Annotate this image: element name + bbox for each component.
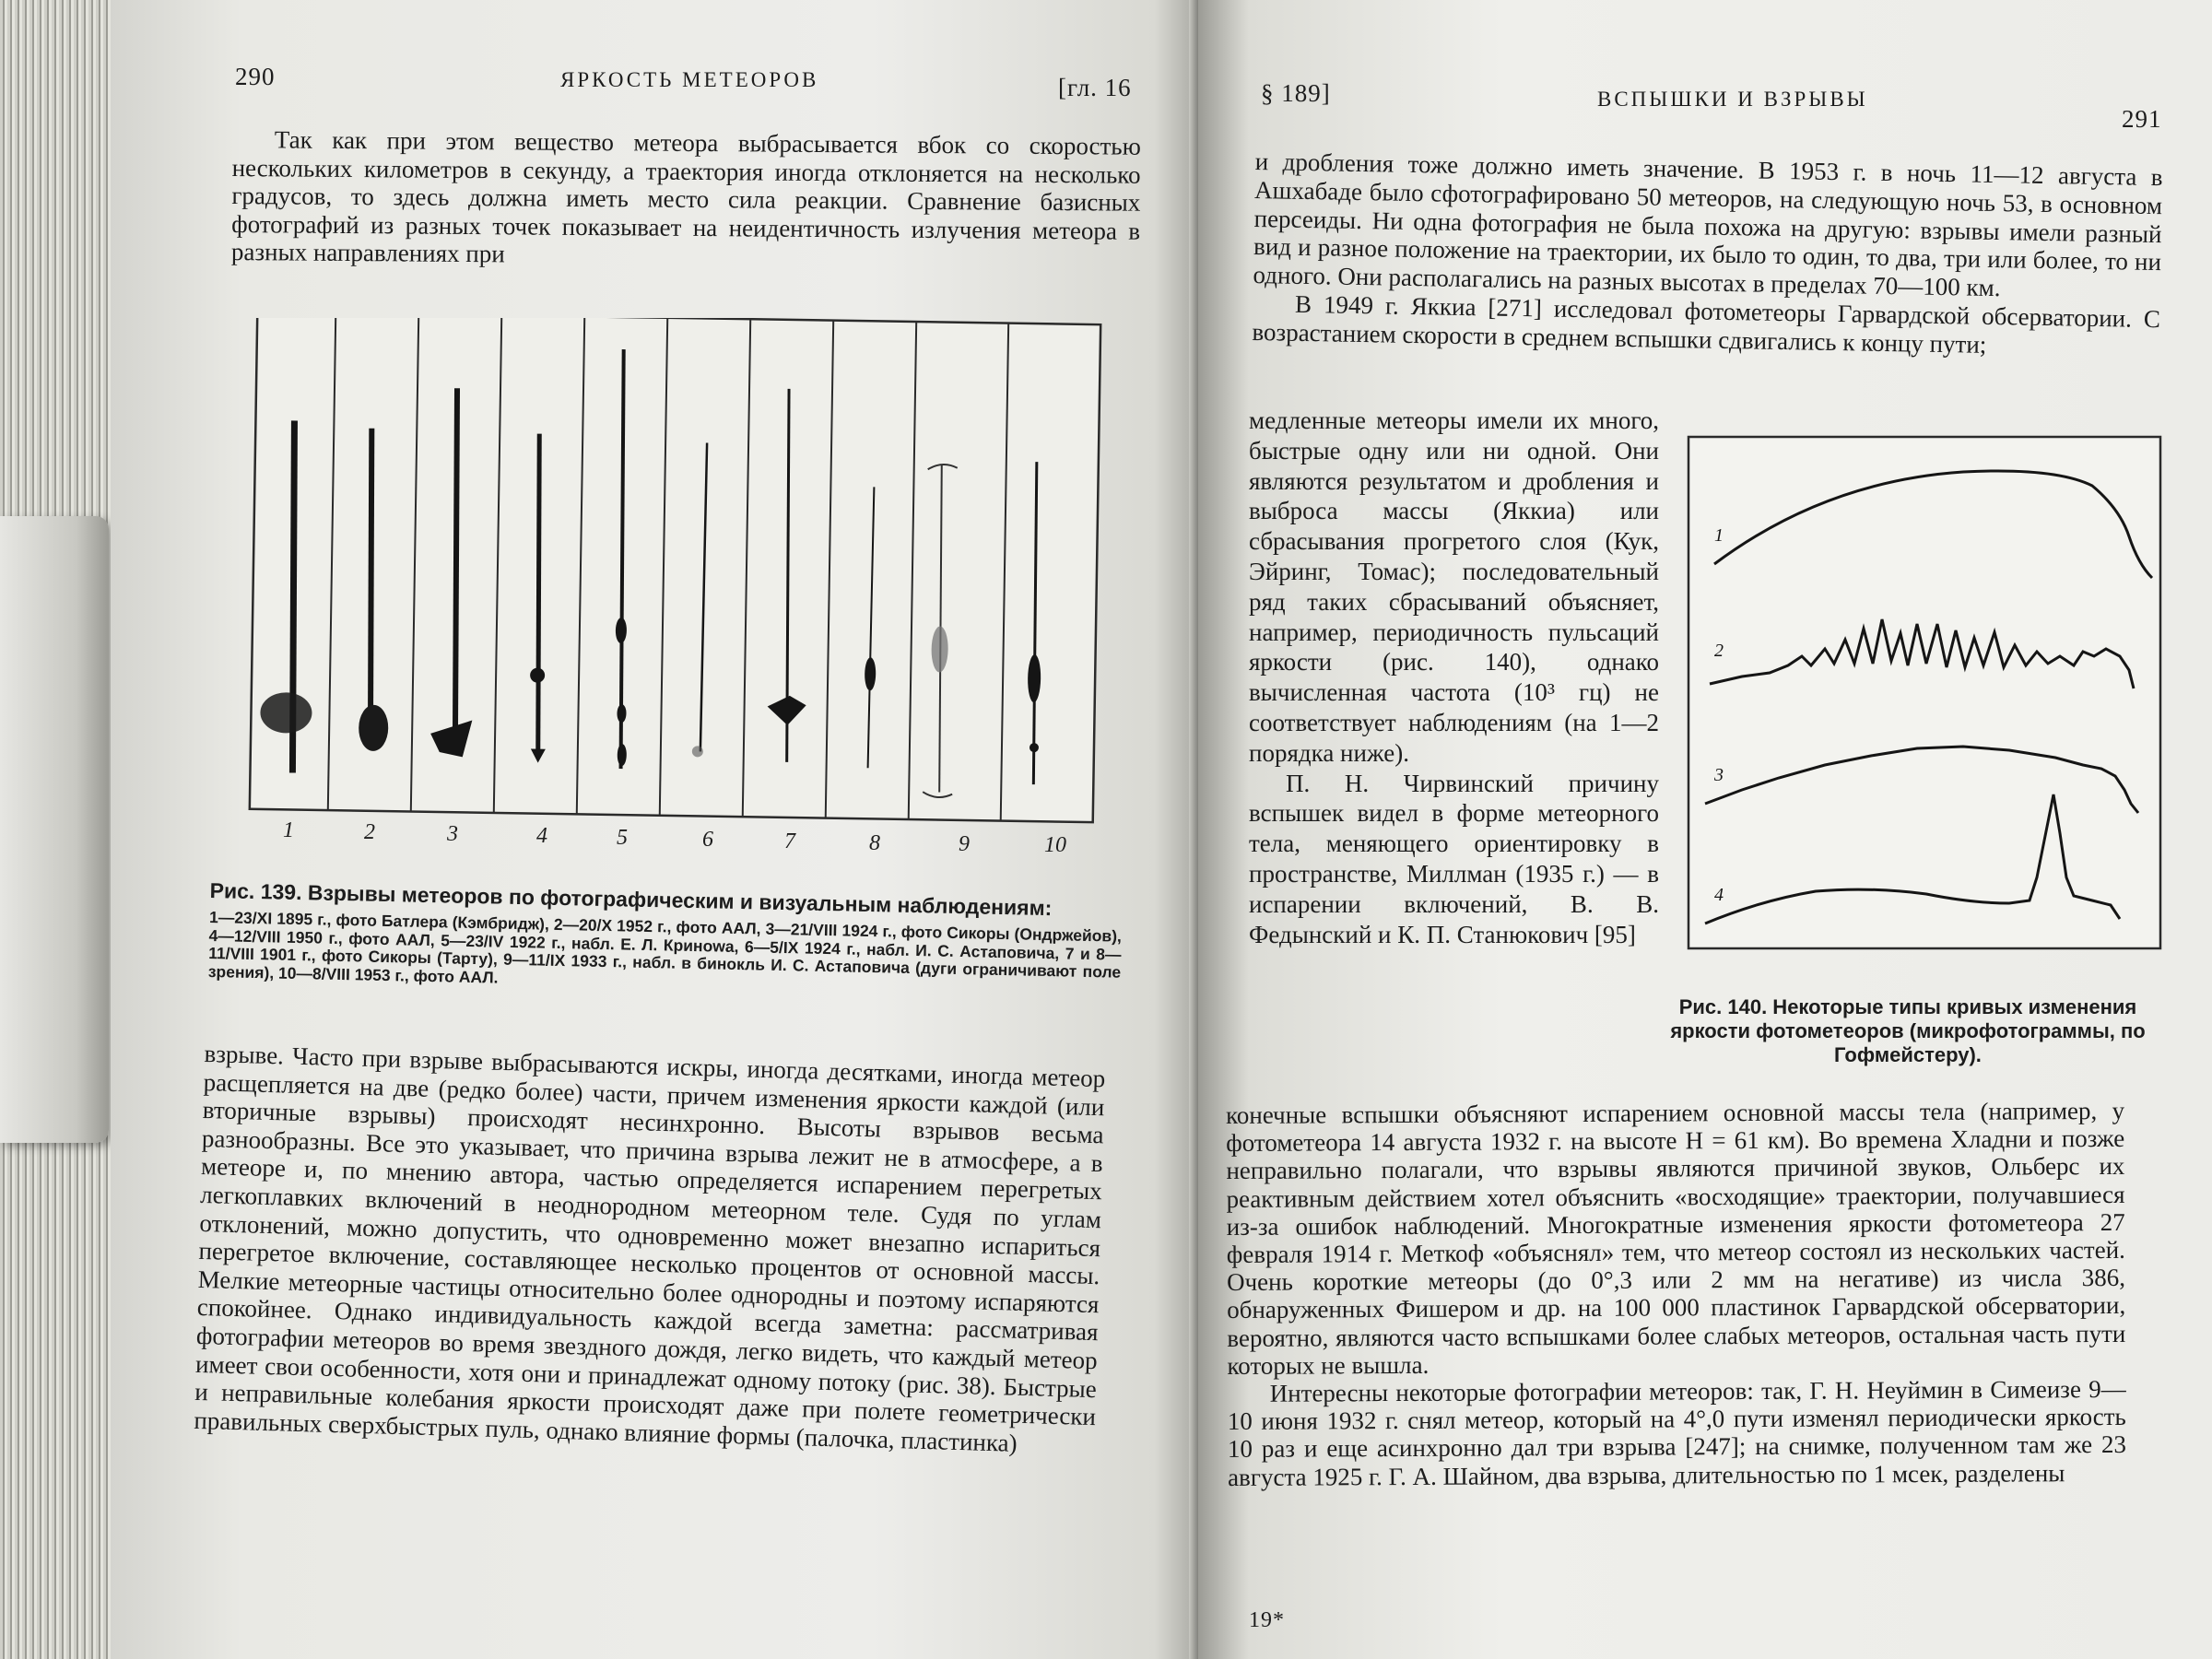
fig139-label-3: 3 <box>447 822 458 846</box>
figure-frame <box>1688 437 2160 948</box>
left-running-title: ЯРКОСТЬ МЕТЕОРОВ <box>560 68 819 91</box>
figure-140-brightness-curves <box>1687 435 2163 953</box>
left-page-number: 290 <box>235 63 276 90</box>
fig139-label-5: 5 <box>617 826 628 850</box>
figure-139-caption <box>208 877 1123 1000</box>
right-float-text <box>1249 406 1659 949</box>
fig139-label-8: 8 <box>869 831 880 855</box>
curve-label-3: 3 <box>1714 765 1724 785</box>
right-running-title: ВСПЫШКИ И ВЗРЫВЫ <box>1597 88 1868 111</box>
fig139-label-4: 4 <box>536 824 547 848</box>
paragraph: П. Н. Чирвинский причину вспышек видел в форме метеорного тела, меняющего ориентировку в пространстве, Миллман (1935 г.) — в испарении включений, В. В. Федынский и К. П. Станюкович [95] <box>1249 769 1659 948</box>
left-bottom-paragraph <box>194 1040 1106 1459</box>
left-chapter-ref: [гл. 16 <box>1058 74 1132 101</box>
paragraph: Интересны некоторые фотографии метеоров: так, Г. Н. Неуймин в Симеизе 9—10 июня 1932 г. снял метеор, который на 4°,0 пути изменял периодически яркость 10 раз и еще асинхронно дал три взрыва [247]; на снимке, полученном там же 23 августа 1925 г. Г. А. Шайном, два взрыва, длительностью по 1 мсек, разделены <box>1227 1374 2127 1491</box>
right-top-paragraph <box>1252 147 2163 362</box>
fig139-label-7: 7 <box>784 830 795 853</box>
paragraph: В 1949 г. Яккиа [271] исследовал фотометеоры Гарвардской обсерватории. С возрастанием скорости в среднем вспышки сдвигались к концу пути; <box>1252 289 2161 359</box>
figure-140-caption: Рис. 140. Некоторые типы кривых изменения яркости фотометеоров (микрофотограммы, по Гофмейстеру). <box>1670 995 2146 1066</box>
figure-139-labels <box>244 818 1111 855</box>
fig139-label-6: 6 <box>702 828 713 852</box>
paragraph: взрыве. Часто при взрыве выбрасываются искры, иногда десятками, иногда метеор расщепляется на две (редко более) части, причем изменения яркости каждой (или вторичные взрывы) происходят несинхронно. Высоты взрывов весьма разнообразны. Все это указывает, что причина взрыва лежит не в атмосфере, а в метеоре и, по мнению автора, частью определяется испарением перегретых легкоплавких включений в неоднородном метеорном теле. Судя по углам отклонений, можно допустить, что одновременно может внезапно испариться перегретое включение, составляющее несколько процентов от основной массы. Мелкие метеорные частицы относительно более однородны и поэтому испаряются спокойнее. Однако индивидуальность каждой всегда заметна: рассматривая фотографии метеоров во время звездного дождя, легко видеть, что каждый метеор имеет свои особенности, хотя они и принадлежат одному потоку (рис. 38). Быстрые и неправильные колебания яркости происходят даже при полете геометрически правильных сверхбыстрых пуль, однако влияние формы (палочка, пластинка) <box>194 1040 1106 1457</box>
book-clip <box>0 516 109 1143</box>
left-top-paragraph <box>231 125 1141 273</box>
figure-139-meteor-photos <box>244 318 1111 830</box>
curve-label-1: 1 <box>1714 525 1724 546</box>
right-page-number: 291 <box>2122 105 2162 133</box>
paragraph: конечные вспышки объясняют испарением основной массы тела (например, у фотометеора 14 августа 1932 г. на высоте H = 61 км). Во времена Хладни и позже неправильно полагали, что взрывы являются причиной звуков, Ольберс их реактивным действием хотел объяснить «восходящие» траектории, получавшиеся из-за ошибок наблюдений. Многократные изменения яркости фотометеора 27 февраля 1914 г. Меткоф «объяснял» тем, что метеор состоял из нескольких частей. Очень короткие метеоры (до 0°,3 или 2 мм на негативе) из числа 386, обнаруженных Фишером и др. на 100 000 пластинок Гарвардской обсерватории, вероятно, являются часто вспышками более слабых метеоров, остальная часть пути которых не вышла. <box>1226 1096 2126 1380</box>
fig139-label-1: 1 <box>283 818 294 842</box>
paragraph: медленные метеоры имели их много, быстрые одну или ни одной. Они являются результатом и дробления и выброса массы (Яккиа) или сбрасывания прогретого слоя (Кук, Эйринг, Томас); последовательный ряд таких сбрасываний объясняет, например, периодичность пульсаций яркости (рис. 140), однако вычисленная частота (10³ гц) не соответствует наблюдениям (на 1—2 порядка ниже). <box>1249 406 1659 767</box>
figure-139-caption-body: 1—23/XI 1895 г., фото Батлера (Кэмбридж), 2—20/X 1952 г., фото ААЛ, 3—21/VIII 1924 г., фото Сикоры (Ондржейов), 4—12/VIII 1950 г., фото ААЛ, 5—23/IV 1922 г., набл. Е. Л. Криноwa, 6—5/IX 1924 г., набл. И. С. Астаповича, 7 и 8—11/VIII 1901 г., фото Сикоры (Тарту), 9—11/IX 1933 г., набл. в бинокль И. С. Астаповича (дуги ограничивают поле зрения), 10—8/VIII 1953 г., фото ААЛ. <box>207 907 1123 987</box>
figure-139-caption-title: Рис. 139. Взрывы метеоров по фотографическим и визуальным наблюдениям: <box>209 877 1053 921</box>
paragraph: Так как при этом вещество метеора выбрасывается вбок со скоростью нескольких километров в секунду, а траектория иногда отклоняется на несколько градусов, то здесь должна иметь место сила реакции. Сравнение базисных фотографий из разных точек показывает на неидентичность излучения метеора в разных направлениях при <box>230 125 1141 268</box>
paragraph: и дробления тоже должно иметь значение. В 1953 г. в ночь 11—12 августа в Ашхабаде было сфотографировано 50 метеоров, на следующую ночь 53, в основном персеиды. Ни одна фотография не была похожа на другую: взрывы имели разный вид и разное положение на траектории, их было то один, то два, три или более, то ни одного. Они располагались на разных высотах в пределах 70—100 км. <box>1253 147 2163 302</box>
curve-label-2: 2 <box>1714 641 1724 661</box>
right-section-ref: § 189] <box>1261 79 1331 107</box>
curve-label-4: 4 <box>1714 885 1724 905</box>
signature-mark: 19* <box>1249 1608 1285 1632</box>
right-bottom-paragraphs <box>1226 1097 2126 1491</box>
fig139-label-2: 2 <box>364 820 375 844</box>
fig139-label-9: 9 <box>959 832 970 856</box>
fig139-label-10: 10 <box>1044 833 1066 857</box>
